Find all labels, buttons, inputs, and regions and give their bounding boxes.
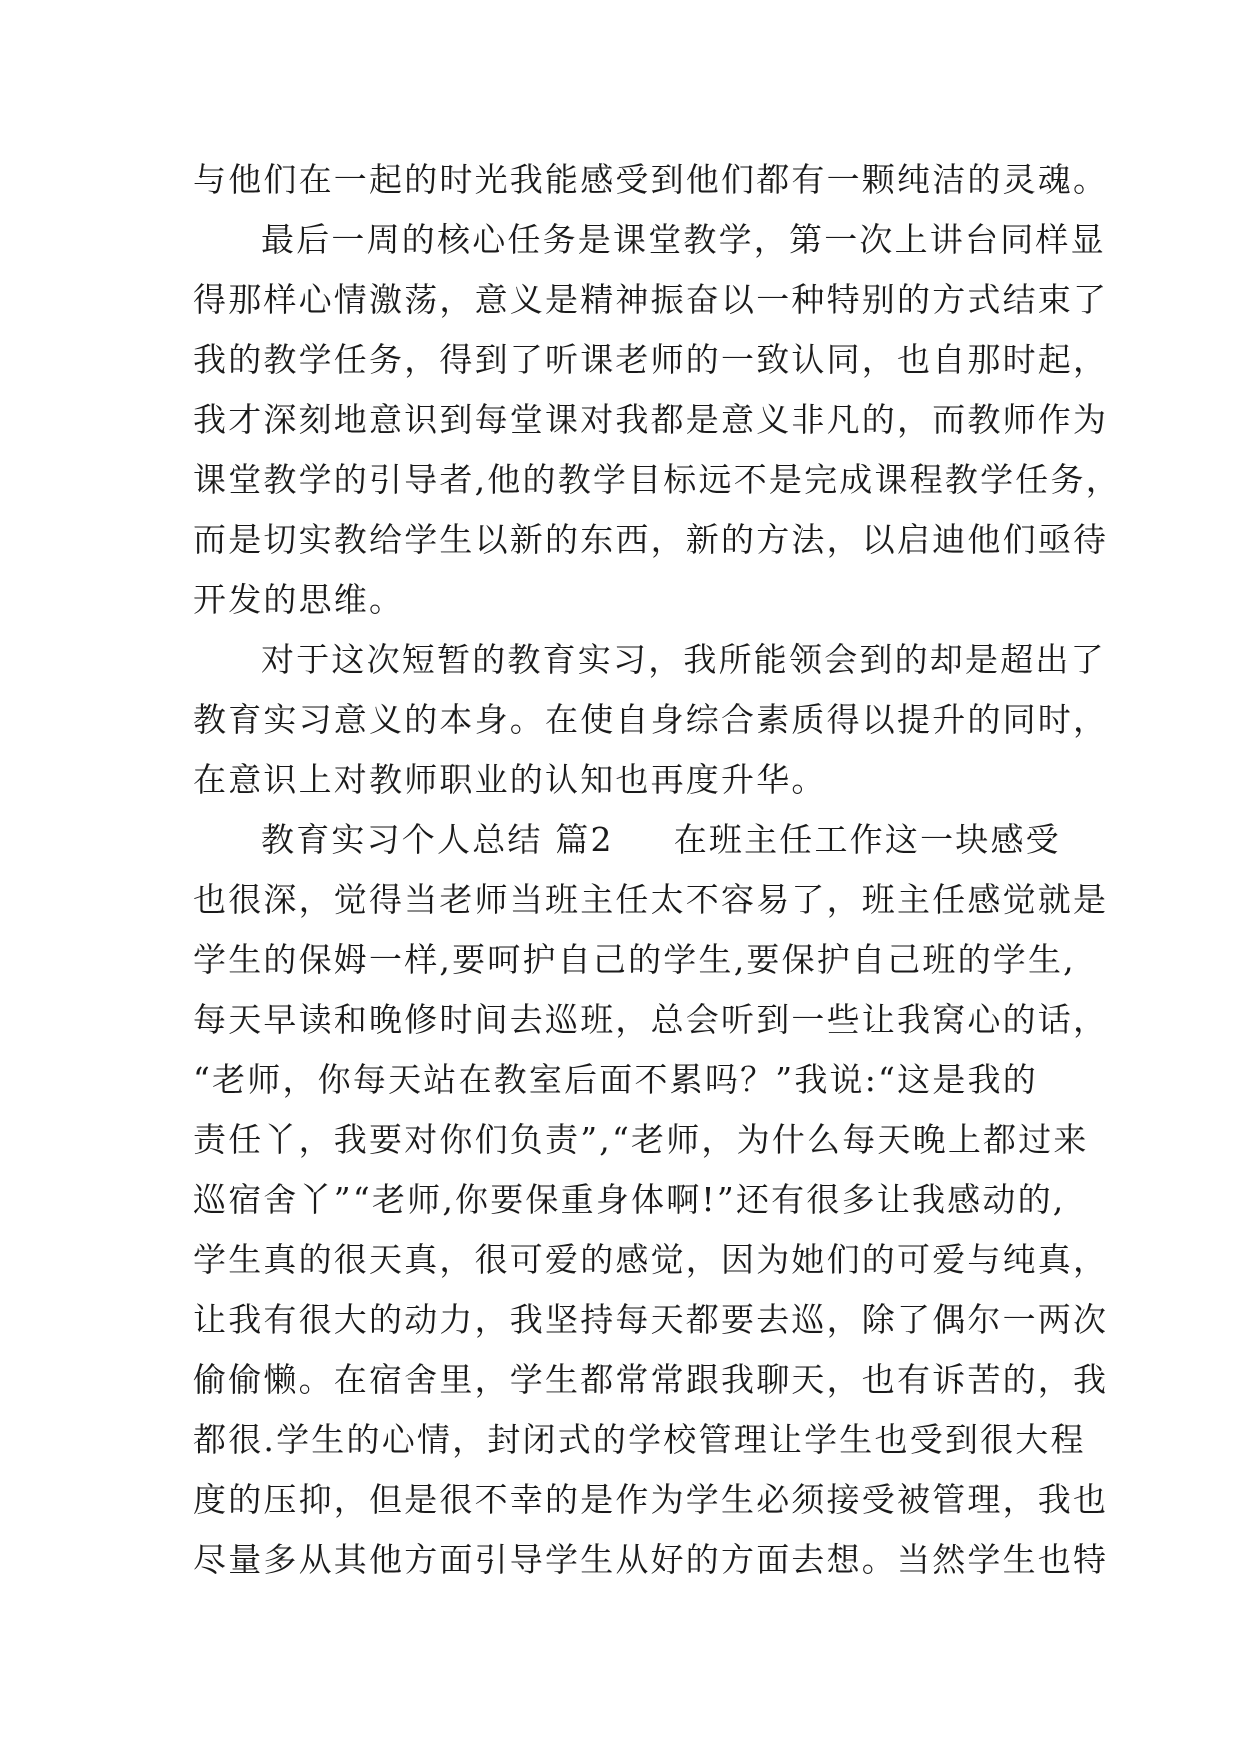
text-line: 得那样心情激荡，意义是精神振奋以一种特别的方式结束了 [193,280,1109,319]
text-line: 教育实习意义的本身。在使自身综合素质得以提升的同时， [193,700,1109,739]
text-line: 我才深刻地意识到每堂课对我都是意义非凡的，而教师作为 [193,400,1109,439]
text-line: 课堂教学的引导者,他的教学目标远不是完成课程教学任务， [193,460,1121,499]
text-line: 而是切实教给学生以新的东西，新的方法，以启迪他们亟待 [193,520,1109,559]
text-line: 在意识上对教师职业的认知也再度升华。 [193,760,827,799]
text-line: 也很深，觉得当老师当班主任太不容易了，班主任感觉就是 [193,880,1109,919]
text-line: 都很.学生的心情，封闭式的学校管理让学生也受到很大程 [193,1420,1086,1459]
text-line: 责任丫，我要对你们负责”,“老师，为什么每天晚上都过来 [193,1120,1089,1159]
text-line: 尽量多从其他方面引导学生从好的方面去想。当然学生也特 [193,1540,1109,1579]
text-line: 在班主任工作这一块感受 [673,820,1061,859]
text-line: 开发的思维。 [193,580,405,619]
text-line: 巡宿舍丫”“老师,你要保重身体啊!”还有很多让我感动的, [193,1180,1066,1219]
text-line: 度的压抑，但是很不幸的是作为学生必须接受被管理，我也 [193,1480,1109,1519]
body-text [193,150,1121,1590]
paragraph-start-line: 最后一周的核心任务是课堂教学，第一次上讲台同样显 [261,220,1106,259]
text-line: 我的教学任务，得到了听课老师的一致认同，也自那时起， [193,340,1109,379]
text-line: 偷偷懒。在宿舍里，学生都常常跟我聊天，也有诉苦的，我 [193,1360,1109,1399]
text-line: 学生的保姆一样,要呵护自己的学生,要保护自己班的学生, [193,940,1076,979]
section-heading-line [193,810,1061,870]
section-heading: 教育实习个人总结 篇2 [261,820,614,859]
text-line: 让我有很大的动力，我坚持每天都要去巡，除了偶尔一两次 [193,1300,1109,1339]
text-line: 与他们在一起的时光我能感受到他们都有一颗纯洁的灵魂。 [193,160,1109,199]
text-line: 每天早读和晚修时间去巡班，总会听到一些让我窝心的话， [193,1000,1109,1039]
text-line: 学生真的很天真，很可爱的感觉，因为她们的可爱与纯真， [193,1240,1109,1279]
paragraph-start-line: 对于这次短暂的教育实习，我所能领会到的却是超出了 [261,640,1106,679]
text-line: “老师，你每天站在教室后面不累吗？”我说:“这是我的 [193,1060,1038,1099]
